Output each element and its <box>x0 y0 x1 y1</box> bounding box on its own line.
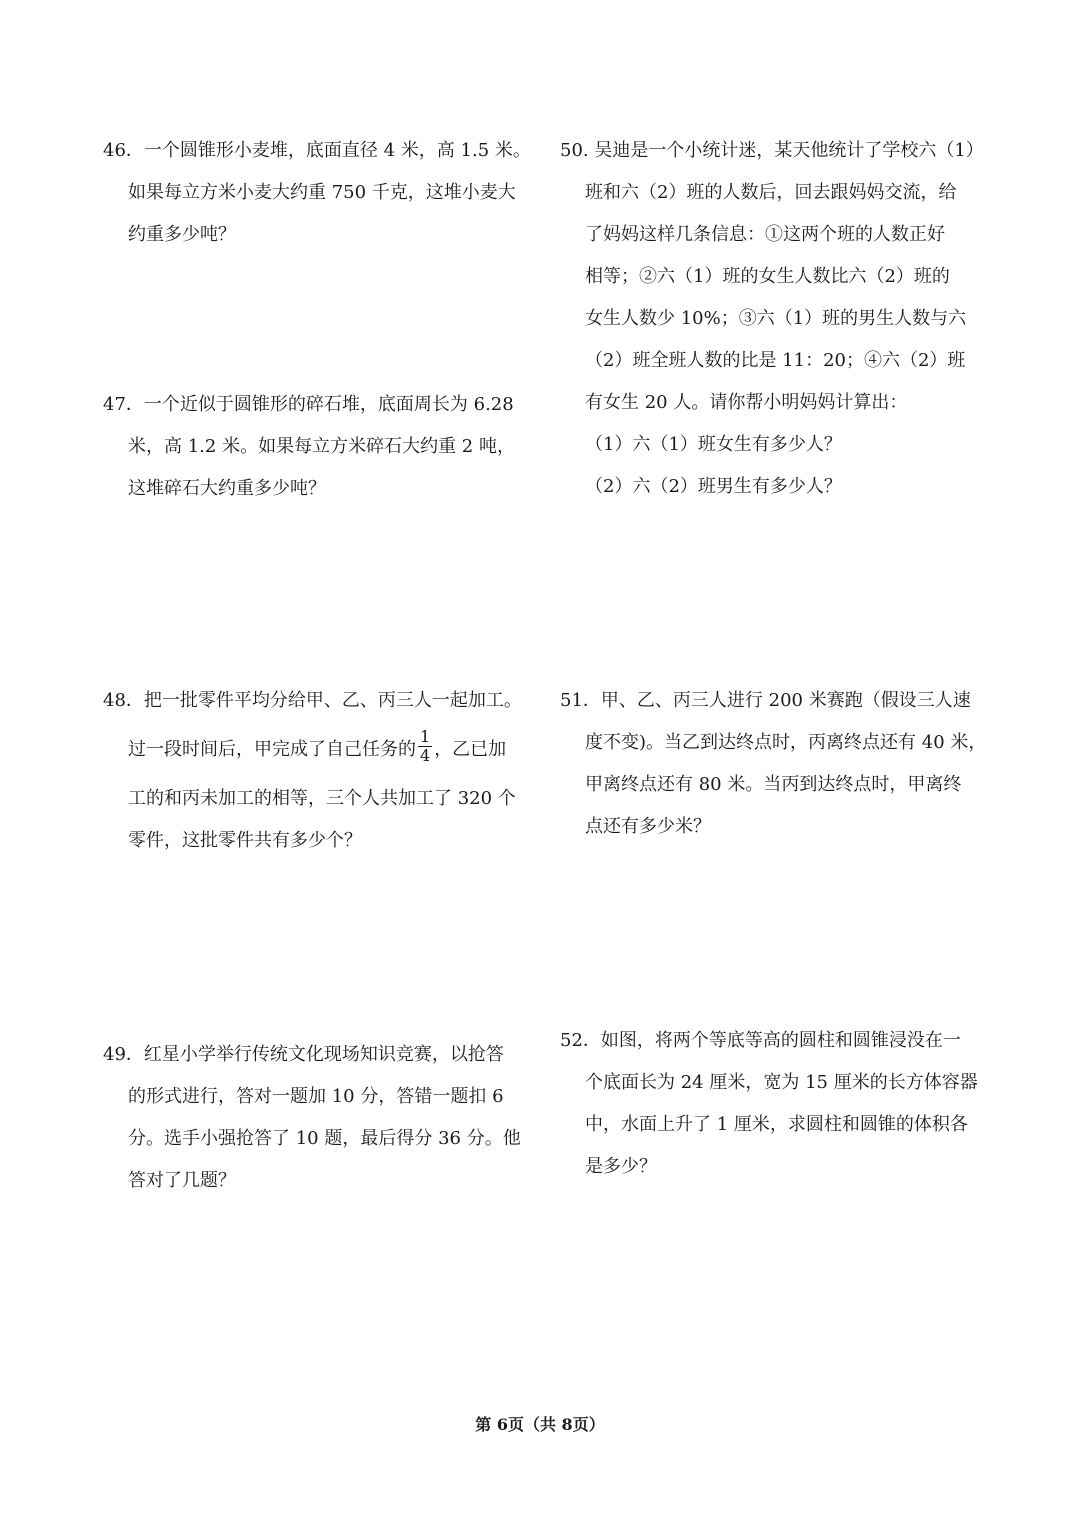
question-49 <box>103 1034 521 1202</box>
question-50-line-3: 了妈妈这样几条信息：①这两个班的人数正好 <box>585 224 945 245</box>
question-51 <box>560 680 986 848</box>
question-50-line-5: 女生人数少 10%；③六（1）班的男生人数与六 <box>585 308 967 329</box>
question-52-line-3: 中，水面上升了 1 厘米，求圆柱和圆锥的体积各 <box>585 1114 968 1135</box>
fraction-numerator: 1 <box>420 726 431 746</box>
question-46 <box>103 130 531 256</box>
fraction-one-quarter <box>418 728 432 765</box>
question-49-line-3: 分。选手小强抢答了 10 题，最后得分 36 分。他 <box>128 1128 521 1149</box>
question-52-line-4: 是多少？ <box>585 1156 657 1177</box>
question-48-line-3: 工的和丙未加工的相等，三个人共加工了 320 个 <box>128 788 516 809</box>
question-48-line-2-after: ，乙已加 <box>434 739 507 760</box>
question-52 <box>560 1020 978 1188</box>
question-52-line-1: 52．如图，将两个等底等高的圆柱和圆锥浸没在一 <box>560 1030 961 1051</box>
question-46-line-1: 46．一个圆锥形小麦堆，底面直径 4 米，高 1.5 米。 <box>103 140 531 161</box>
question-48-line-2 <box>103 722 522 778</box>
question-51-line-1: 51．甲、乙、丙三人进行 200 米赛跑（假设三人速 <box>560 690 971 711</box>
question-50-line-7: 有女生 20 人。请你帮小明妈妈计算出： <box>585 392 908 413</box>
question-51-line-2: 度不变)。当乙到达终点时，丙离终点还有 40 米， <box>585 732 987 753</box>
question-47 <box>103 384 515 510</box>
question-51-line-4: 点还有多少米？ <box>585 816 711 837</box>
question-48-line-4: 零件，这批零件共有多少个？ <box>128 830 362 851</box>
question-47-line-2: 米，高 1.2 米。如果每立方米碎石大约重 2 吨， <box>128 436 515 457</box>
question-47-line-3: 这堆碎石大约重多少吨？ <box>128 478 326 499</box>
question-50-line-1: 50. 吴迪是一个小统计迷，某天他统计了学校六（1） <box>560 140 984 161</box>
question-48-line-1: 48．把一批零件平均分给甲、乙、丙三人一起加工。 <box>103 690 522 711</box>
question-52-line-2: 个底面长为 24 厘米，宽为 15 厘米的长方体容器 <box>585 1072 978 1093</box>
page-number-footer: 第 6页（共 8页） <box>475 1415 605 1434</box>
question-48-line-2-before: 过一段时间后，甲完成了自己任务的 <box>128 739 416 760</box>
question-46-line-2: 如果每立方米小麦大约重 750 千克，这堆小麦大 <box>128 182 516 203</box>
question-49-line-4: 答对了几题？ <box>128 1170 236 1191</box>
question-50-subquestion-1: （1）六（1）班女生有多少人？ <box>585 434 842 455</box>
question-50-subquestion-2: （2）六（2）班男生有多少人？ <box>585 476 842 497</box>
question-50-line-6: （2）班全班人数的比是 11：20；④六（2）班 <box>585 350 966 371</box>
question-48 <box>103 680 522 862</box>
question-47-line-1: 47．一个近似于圆锥形的碎石堆，底面周长为 6.28 <box>103 394 514 415</box>
question-49-line-2: 的形式进行，答对一题加 10 分，答错一题扣 6 <box>128 1086 504 1107</box>
question-46-line-3: 约重多少吨？ <box>128 224 236 245</box>
question-50-line-4: 相等；②六（1）班的女生人数比六（2）班的 <box>585 266 950 287</box>
question-51-line-3: 甲离终点还有 80 米。当丙到达终点时，甲离终 <box>585 774 962 795</box>
question-50 <box>560 130 984 508</box>
fraction-denominator: 4 <box>420 745 431 765</box>
question-50-line-2: 班和六（2）班的人数后，回去跟妈妈交流，给 <box>585 182 957 203</box>
question-49-line-1: 49．红星小学举行传统文化现场知识竞赛，以抢答 <box>103 1044 504 1065</box>
